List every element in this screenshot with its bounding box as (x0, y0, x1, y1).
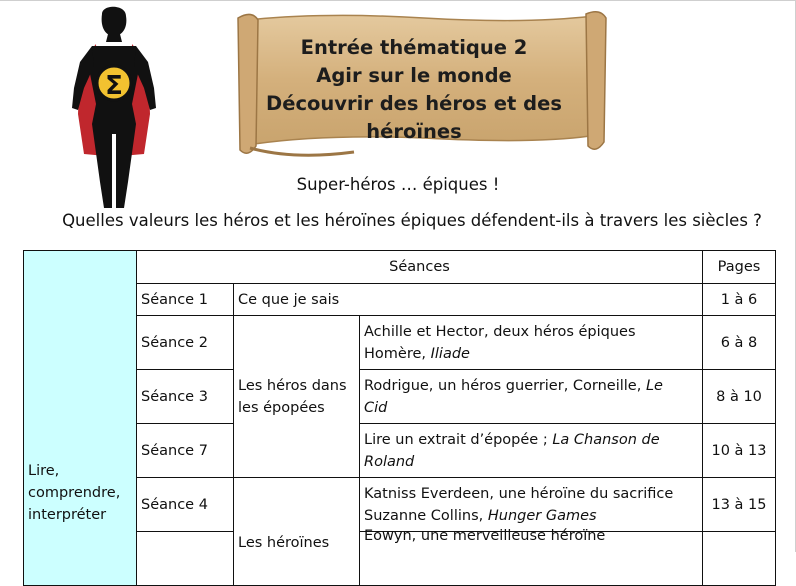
guiding-question: Quelles valeurs les héros et les héroïnes épiques défendent-ils à travers les siècles ? (62, 211, 762, 230)
pages-value: 10 à 13 (703, 424, 776, 478)
pages-value: 1 à 6 (703, 284, 776, 316)
doc-line: Homère, (364, 345, 431, 362)
subtitle: Super-héros … épiques ! (296, 175, 500, 194)
pages-value: 13 à 15 (703, 478, 776, 532)
doc-title: Cid (364, 399, 388, 416)
page-top-border (0, 0, 796, 1)
header-seances: Séances (137, 251, 703, 284)
pages-value (703, 532, 776, 586)
document-cell (360, 478, 703, 532)
doc-line: Suzanne Collins, (364, 507, 488, 524)
document-cell (360, 370, 703, 424)
doc-line: Achille et Hector, deux héros épiques (364, 323, 636, 340)
scroll-title-line: héroïnes (366, 120, 462, 143)
scroll-title-line: Découvrir des héros et des (266, 92, 562, 115)
table-header-row (24, 251, 776, 284)
doc-title: Iliade (430, 345, 470, 362)
seance-label: Séance 7 (137, 424, 234, 478)
table-row (24, 478, 776, 532)
doc-line: Lire un extrait d’épopée ; (364, 431, 553, 448)
scroll-title (254, 34, 574, 146)
table-row (24, 532, 776, 586)
doc-title: Le (645, 377, 663, 394)
scroll-title-line: Entrée thématique 2 (300, 36, 528, 59)
competence-cell (24, 251, 137, 586)
doc-title: La Chanson de (552, 431, 660, 448)
table-row (24, 424, 776, 478)
document-cell (360, 528, 703, 586)
seance-label: Séance 4 (137, 478, 234, 532)
sessions-table (23, 250, 776, 586)
doc-title: Hunger Games (487, 507, 597, 524)
seance-label: Séance 2 (137, 316, 234, 370)
svg-text:Σ: Σ (105, 71, 123, 101)
pages-value: 8 à 10 (703, 370, 776, 424)
seance-label: Séance 3 (137, 370, 234, 424)
category-heroines-label: Les héroïnes (238, 535, 330, 551)
table-row (24, 370, 776, 424)
seance-label (137, 532, 234, 586)
document-cell (360, 316, 703, 370)
document-cell (360, 424, 703, 478)
doc-line: Rodrigue, un héros guerrier, Corneille, (364, 377, 646, 394)
table-row (24, 316, 776, 370)
doc-line: Katniss Everdeen, une héroïne du sacrifice (364, 485, 674, 502)
scroll-title-line: Agir sur le monde (316, 64, 512, 87)
competence-label: Lire, comprendre, interpréter (28, 463, 121, 523)
category-heroes: Les héros dans les épopées (234, 316, 360, 478)
seance-label: Séance 1 (137, 284, 234, 316)
pages-value: 6 à 8 (703, 316, 776, 370)
category-heroines (234, 478, 360, 586)
header-pages: Pages (703, 251, 776, 284)
seance-title: Ce que je sais (234, 284, 703, 316)
doc-title: Roland (364, 453, 415, 470)
doc-line: Eowyn, une merveilleuse héroïne (364, 528, 606, 544)
table-row (24, 284, 776, 316)
